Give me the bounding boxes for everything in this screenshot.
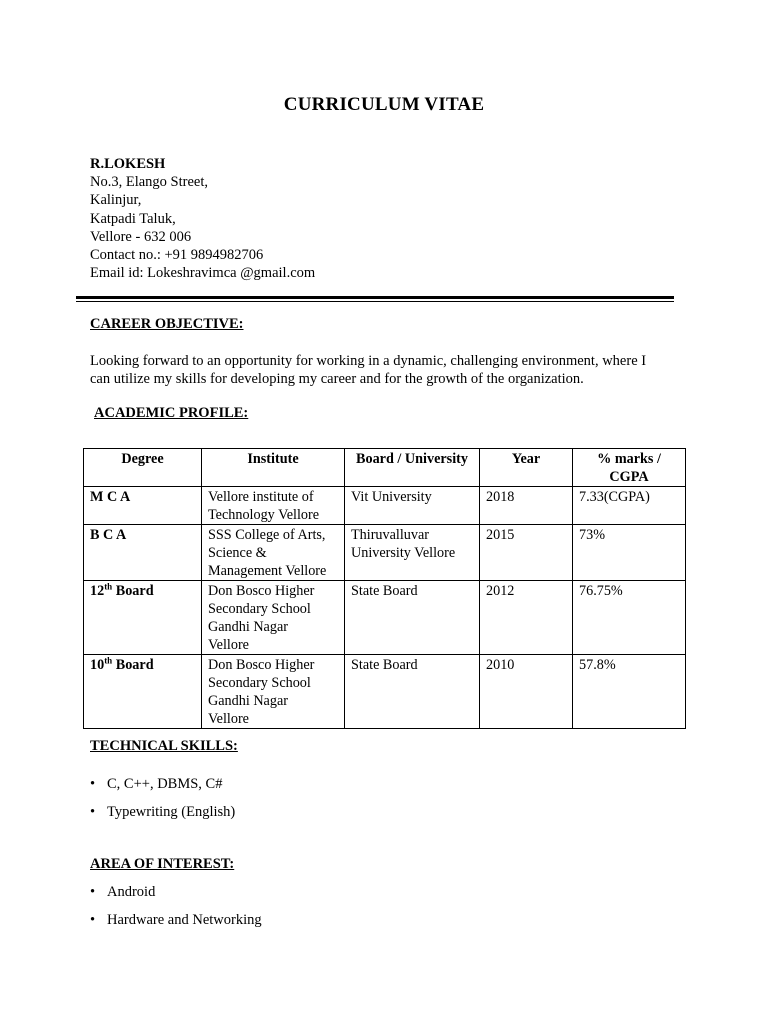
- degree-superscript: th: [104, 581, 113, 592]
- list-item-text: Typewriting (English): [107, 804, 236, 820]
- document-title: CURRICULUM VITAE: [283, 94, 485, 115]
- board-line: Thiruvalluvar: [351, 527, 430, 543]
- degree-suffix: Board: [112, 583, 154, 599]
- degree-superscript: th: [104, 655, 113, 666]
- year-cell: 2015: [480, 525, 573, 581]
- table-row: [84, 487, 686, 525]
- address-line: Vellore - 632 006: [90, 228, 192, 245]
- career-objective-line: Looking forward to an opportunity for working in a dynamic, challenging environment, where I: [90, 353, 647, 369]
- institute-cell: [202, 581, 345, 655]
- table-row: [84, 655, 686, 729]
- institute-line: Secondary School: [208, 601, 311, 617]
- degree-number: 10: [90, 657, 105, 673]
- institute-line: Don Bosco Higher: [208, 583, 315, 599]
- list-item-text: Hardware and Networking: [107, 912, 262, 928]
- list-item: [90, 775, 235, 803]
- institute-line: SSS College of Arts,: [208, 527, 326, 543]
- institute-line: Vellore institute of: [208, 489, 314, 505]
- address-line: Katpadi Taluk,: [90, 210, 176, 227]
- technical-skills-list: [90, 775, 235, 831]
- list-item: [90, 883, 262, 911]
- board-line: State Board: [351, 583, 418, 599]
- degree-cell: [84, 655, 202, 729]
- board-cell: [345, 525, 480, 581]
- degree-cell: [84, 487, 202, 525]
- institute-line: Technology Vellore: [208, 507, 320, 523]
- technical-skills-heading: TECHNICAL SKILLS:: [90, 738, 238, 754]
- board-line: Vit University: [351, 489, 432, 505]
- column-header-marks: % marks / CGPA: [573, 449, 686, 487]
- marks-cell: 73%: [573, 525, 686, 581]
- year-cell: 2010: [480, 655, 573, 729]
- institute-line: Don Bosco Higher: [208, 657, 315, 673]
- institute-line: Gandhi Nagar: [208, 619, 288, 635]
- table-row: [84, 581, 686, 655]
- marks-cell: 76.75%: [573, 581, 686, 655]
- institute-line: Management Vellore: [208, 563, 327, 579]
- column-header-degree: Degree: [84, 449, 202, 487]
- table-header-row: [84, 449, 686, 487]
- career-objective-heading: CAREER OBJECTIVE:: [90, 316, 244, 332]
- institute-line: Gandhi Nagar: [208, 693, 288, 709]
- institute-cell: [202, 525, 345, 581]
- column-header-board: Board / University: [345, 449, 480, 487]
- list-item: [90, 911, 262, 939]
- institute-line: Vellore: [208, 637, 249, 653]
- list-item-text: Android: [107, 884, 156, 900]
- board-cell: [345, 581, 480, 655]
- degree-cell: [84, 581, 202, 655]
- institute-line: Secondary School: [208, 675, 311, 691]
- list-item: [90, 803, 235, 831]
- bullet-icon: •: [90, 912, 96, 928]
- bullet-icon: •: [90, 776, 96, 792]
- marks-cell: 57.8%: [573, 655, 686, 729]
- board-cell: [345, 655, 480, 729]
- institute-cell: [202, 655, 345, 729]
- column-header-institute: Institute: [202, 449, 345, 487]
- degree-number: 12: [90, 583, 105, 599]
- address-line: No.3, Elango Street,: [90, 174, 208, 191]
- board-line: University Vellore: [351, 545, 456, 561]
- degree-text: B C A: [90, 527, 127, 543]
- header-divider-thin: [76, 301, 674, 302]
- degree-suffix: Board: [112, 657, 154, 673]
- academic-profile-heading: ACADEMIC PROFILE:: [94, 405, 249, 421]
- degree-text: M C A: [90, 489, 131, 505]
- career-objective-line: can utilize my skills for developing my career and for the growth of the organization.: [90, 371, 584, 388]
- bullet-icon: •: [90, 884, 96, 900]
- email-line: Email id: Lokeshravimca @gmail.com: [90, 265, 316, 282]
- header-divider-thick: [76, 296, 674, 299]
- list-item-text: C, C++, DBMS, C#: [107, 776, 223, 792]
- phone-line: Contact no.: +91 9894982706: [90, 247, 264, 264]
- institute-cell: [202, 487, 345, 525]
- address-line: Kalinjur,: [90, 192, 142, 209]
- table-row: [84, 525, 686, 581]
- degree-cell: [84, 525, 202, 581]
- board-cell: [345, 487, 480, 525]
- candidate-name: R.LOKESH: [90, 156, 166, 172]
- institute-line: Vellore: [208, 711, 249, 727]
- column-header-year: Year: [480, 449, 573, 487]
- marks-cell: 7.33(CGPA): [573, 487, 686, 525]
- contact-block: [90, 155, 315, 282]
- institute-line: Science &: [208, 545, 267, 561]
- area-of-interest-list: [90, 883, 262, 939]
- year-cell: 2012: [480, 581, 573, 655]
- board-line: State Board: [351, 657, 418, 673]
- year-cell: 2018: [480, 487, 573, 525]
- area-of-interest-heading: AREA OF INTEREST:: [90, 856, 235, 872]
- bullet-icon: •: [90, 804, 96, 820]
- career-objective-text: [90, 352, 690, 388]
- academic-table: [83, 448, 686, 729]
